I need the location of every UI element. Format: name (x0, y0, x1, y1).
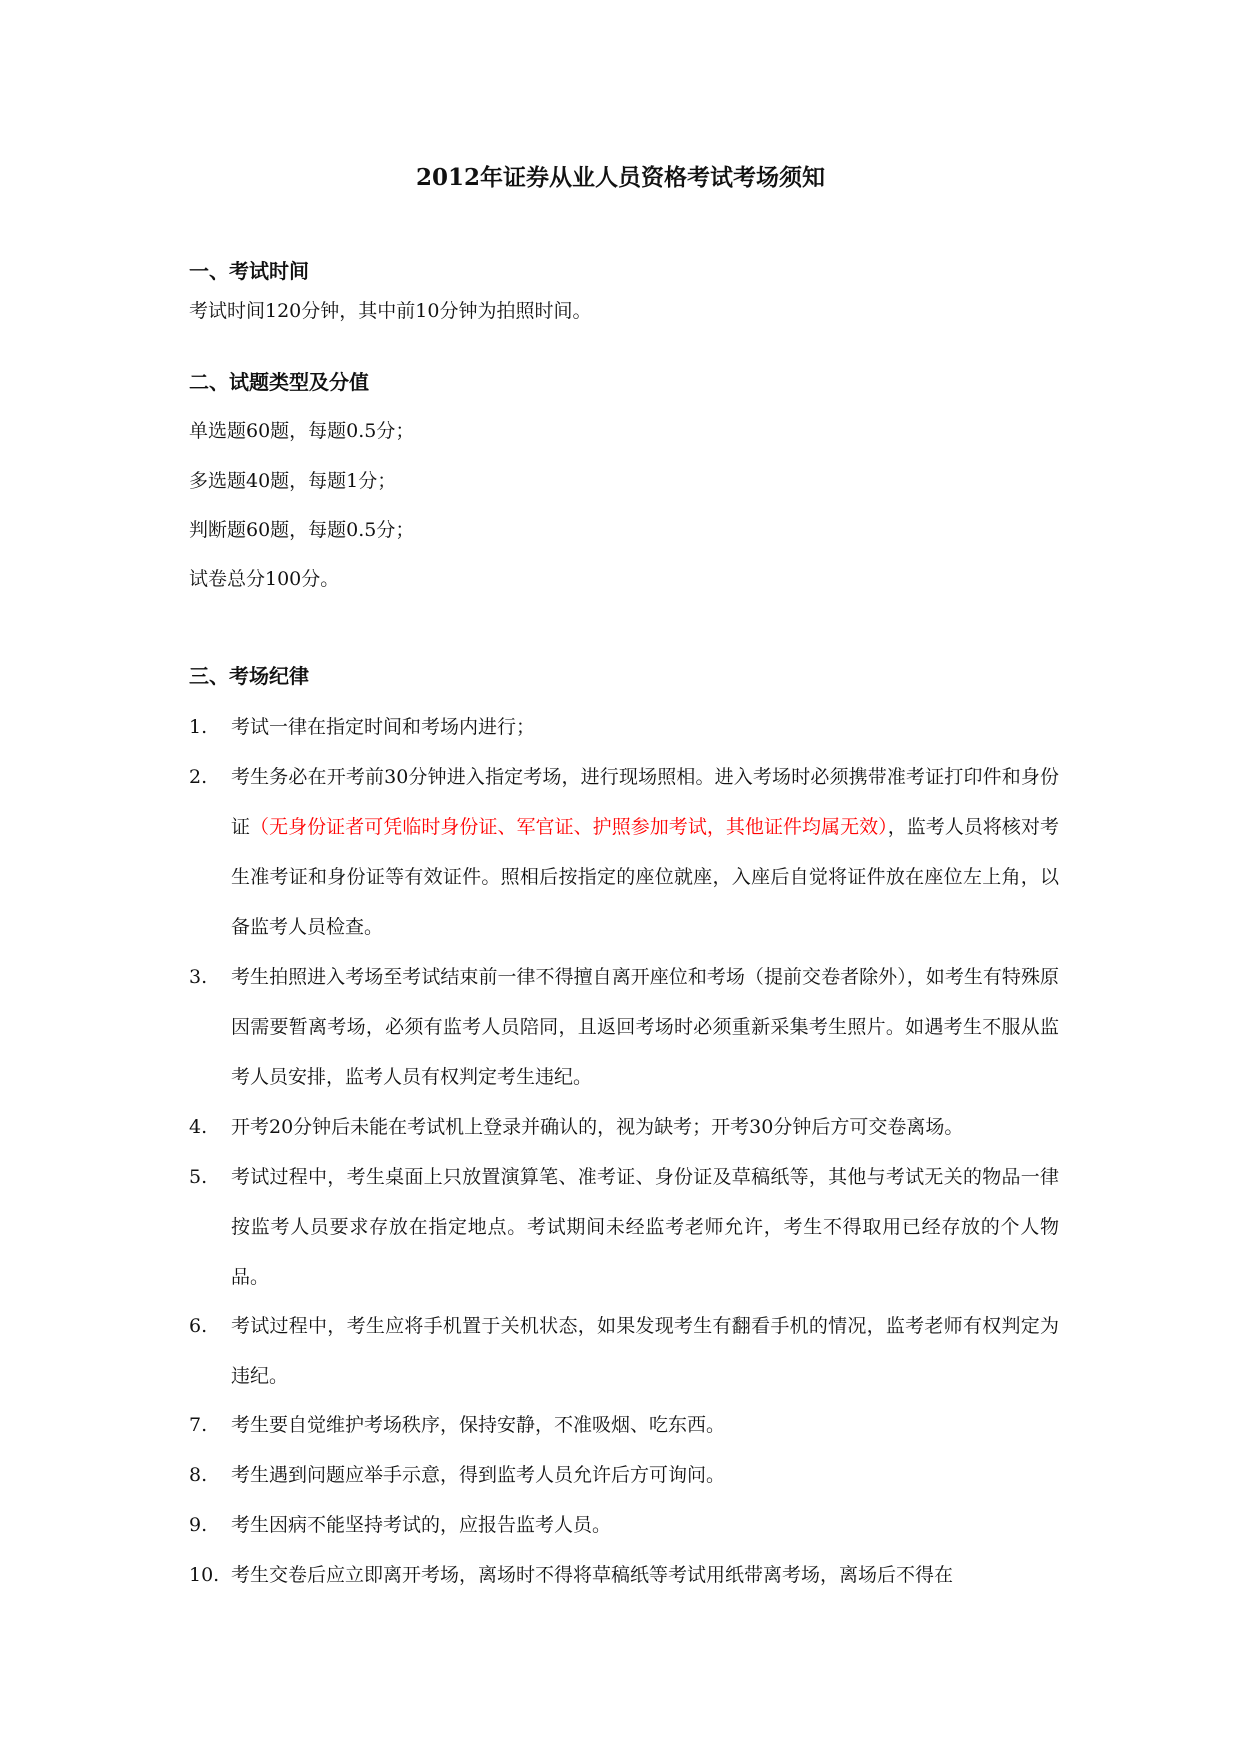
rule-item (189, 952, 1059, 1102)
section-heading-question-types: 二、试题类型及分值 (189, 370, 369, 394)
rule-number: 9. (189, 1514, 208, 1536)
rule-text: 考试过程中，考生桌面上只放置演算笔、准考证、身份证及草稿纸等，其他与考试无关的物品一律按监考人员要求存放在指定地点。考试期间未经监考老师允许，考生不得取用已经存放的个人物品。 (231, 1166, 1059, 1288)
rule-number: 1. (189, 716, 208, 738)
rule-text-part: 考生务必在开考前30分钟进入指定考场，进行现场照相。进入考场时必须携带准考证打印件和身份证 (231, 766, 1059, 838)
rule-text: 考试一律在指定时间和考场内进行； (231, 716, 536, 738)
rule-text: 考生交卷后应立即离开考场，离场时不得将草稿纸等考试用纸带离考场，离场后不得在 (231, 1564, 954, 1586)
rule-number: 5. (189, 1166, 208, 1188)
rule-number: 4. (189, 1116, 208, 1138)
rule-number: 3. (189, 966, 208, 988)
rule-item (189, 1400, 1059, 1450)
total-score-line: 试卷总分100分。 (189, 568, 340, 590)
rule-number: 7. (189, 1414, 208, 1436)
rule-item (189, 1450, 1059, 1500)
rule-text: 考生因病不能坚持考试的，应报告监考人员。 (231, 1514, 612, 1536)
rule-number: 6. (189, 1315, 208, 1337)
rule-item (189, 1550, 1059, 1600)
rule-number: 2. (189, 766, 208, 788)
rule-text: 开考20分钟后未能在考试机上登录并确认的，视为缺考；开考30分钟后方可交卷离场。 (231, 1116, 964, 1138)
exam-time-text: 考试时间120分钟，其中前10分钟为拍照时间。 (189, 300, 592, 322)
question-type-line: 多选题40题，每题1分； (189, 470, 397, 492)
id-requirement-note: （无身份证者可凭临时身份证、军官证、护照参加考试，其他证件均属无效） (250, 816, 888, 838)
document-title: 2012年证券从业人员资格考试考场须知 (415, 164, 825, 191)
rule-number: 8. (189, 1464, 208, 1486)
section-heading-exam-time: 一、考试时间 (189, 259, 309, 283)
rule-item (189, 752, 1059, 952)
question-type-line: 单选题60题，每题0.5分； (189, 420, 415, 442)
rule-item (189, 1152, 1059, 1302)
rule-text: 考生遇到问题应举手示意，得到监考人员允许后方可询问。 (231, 1464, 726, 1486)
rule-item (189, 1102, 1059, 1152)
rule-item (189, 1301, 1059, 1401)
rule-text (231, 752, 1059, 952)
rule-text: 考生拍照进入考场至考试结束前一律不得擅自离开座位和考场（提前交卷者除外），如考生有特殊原因需要暂离考场，必须有监考人员陪同，且返回考场时必须重新采集考生照片。如遇考生不服从监考人员安排，监考人员有权判定考生违纪。 (231, 966, 1059, 1088)
rule-item (189, 1500, 1059, 1550)
question-type-line: 判断题60题，每题0.5分； (189, 519, 415, 541)
rule-item (189, 702, 1059, 752)
rule-number: 10. (189, 1564, 220, 1586)
rule-text: 考生要自觉维护考场秩序，保持安静，不准吸烟、吃东西。 (231, 1414, 726, 1436)
rule-text-part: ，监考人员将核对考生准考证和身份证等有效证件。照相后按指定的座位就座，入座后自觉将证件放在座位左上角，以备监考人员检查。 (231, 816, 1059, 938)
rule-text: 考试过程中，考生应将手机置于关机状态，如果发现考生有翻看手机的情况，监考老师有权判定为违纪。 (231, 1315, 1059, 1387)
section-heading-exam-rules: 三、考场纪律 (189, 664, 309, 688)
